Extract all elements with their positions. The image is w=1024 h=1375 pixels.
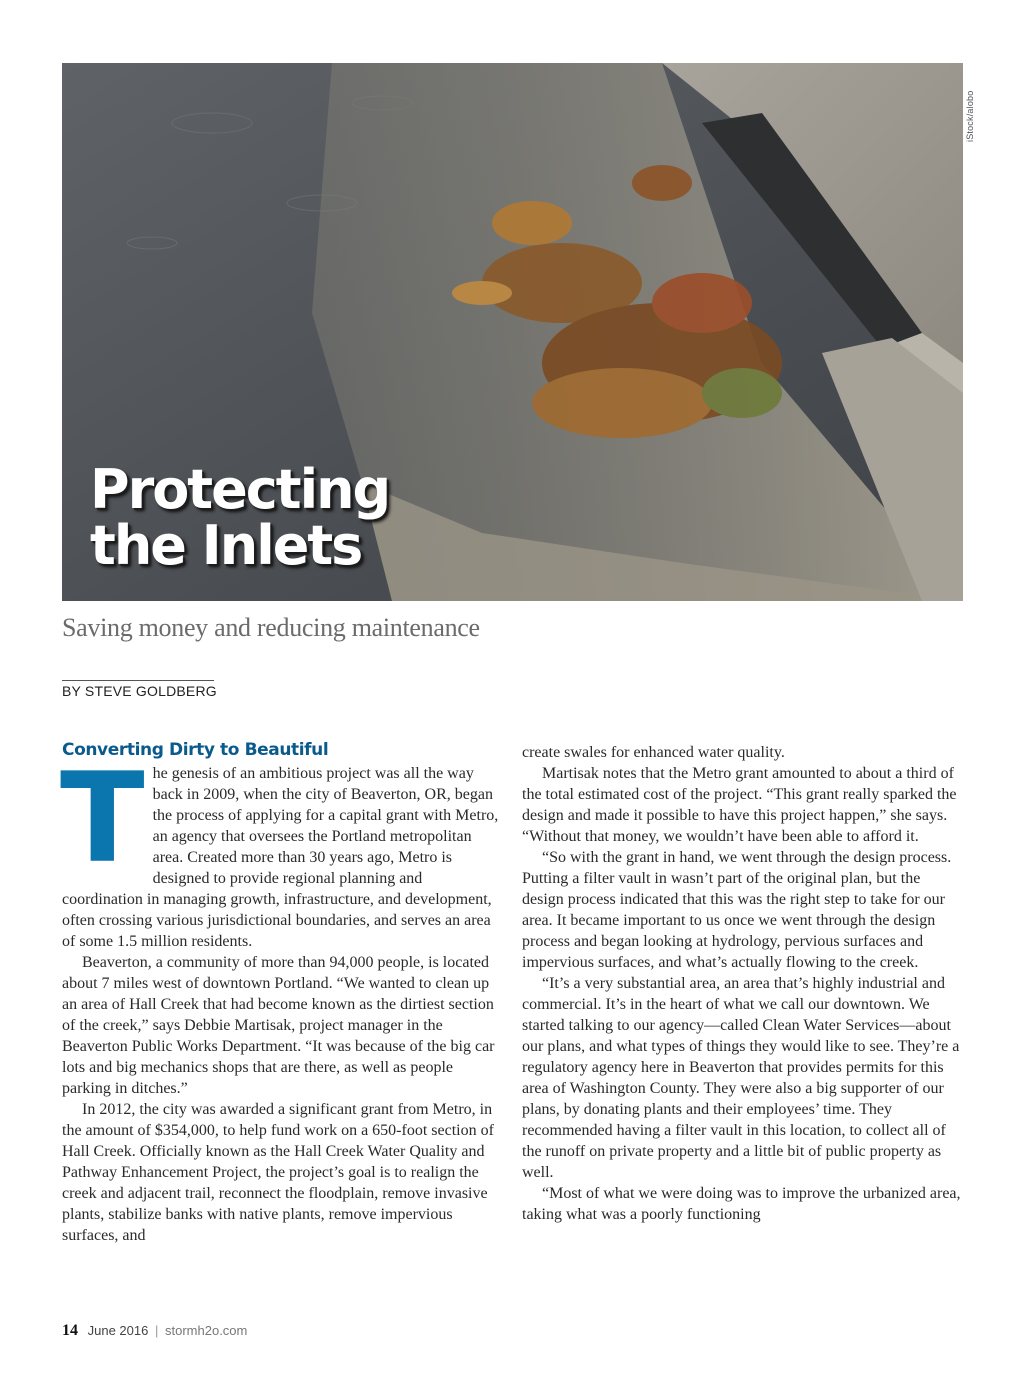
headline-line-2: the Inlets xyxy=(90,514,362,577)
page-number: 14 xyxy=(62,1322,78,1339)
byline-rule xyxy=(62,680,214,681)
photo-credit: iStock/alobo xyxy=(965,90,975,142)
drop-cap: T xyxy=(60,747,145,891)
headline-line-1: Protecting xyxy=(90,458,390,521)
section-heading: Converting Dirty to Beautiful xyxy=(62,740,329,760)
article-headline xyxy=(90,458,390,577)
paragraph: create swales for enhanced water quality. xyxy=(522,744,785,761)
paragraph: Beaverton, a community of more than 94,000 people, is located about 7 miles west of downtown Portland. “We wanted to clean up an area of Hall Creek that had become known as the dirtiest section of the creek,” says Debbie Martisak, project manager in the Beaverton Public Works Department. “It was because of the big car lots and big mechanics shops that are there, as well as people parking in ditches.” xyxy=(62,954,495,1097)
paragraph: Martisak notes that the Metro grant amounted to about a third of the total estimated cost of the project. “This grant really sparked the design and made it possible to have this project happen,” she says. “Without that money, we wouldn’t have been able to afford it. xyxy=(522,765,957,845)
paragraph: In 2012, the city was awarded a significant grant from Metro, in the amount of $354,000, to help fund work on a 650-foot section of Hall Creek. Officially known as the Hall Creek Water Quality and Pathway Enhancement Project, the project’s goal is to realign the creek and adjacent trail, reconnect the floodplain, remove invasive plants, stabilize banks with native plants, remove impervious surfaces, and xyxy=(62,1101,494,1244)
paragraph: “Most of what we were doing was to improve the urbanized area, taking what was a poorly functioning xyxy=(522,1185,961,1223)
footer-separator: | xyxy=(154,1323,159,1338)
site-link[interactable]: stormh2o.com xyxy=(165,1323,248,1338)
paragraph-text: he genesis of an ambitious project was all the way back in 2009, when the city of Beaverton, OR, began the process of applying for a capital grant with Metro, an agency that oversees the Portland metropolitan area. Created more than 30 years ago, Metro is designed to provide regional planning and coordination in managing growth, infrastructure, and development, often crossing various jurisdictional boundaries, and serves an area of some 1.5 million residents. xyxy=(62,765,499,950)
paragraph: “It’s a very substantial area, an area that’s highly industrial and commercial. It’s in the heart of what we call our downtown. We started talking to our agency—called Clean Water Services—about our plans, and what types of things they would like to see. They’re a regulatory agency here in Beaverton that provides permits for this area of Washington County. They were also a big supporter of our plans, by donating plants and their employees’ time. They recommended having a filter vault in this location, to collect all of the runoff on private property and a little bit of public property as well. xyxy=(522,975,960,1181)
paragraph: “So with the grant in hand, we went through the design process. Putting a filter vault in wasn’t part of the original plan, but the design process indicated that this was the right step to take for our area. It became important to us once we went through the design process and began looking at hydrology, pervious surfaces and impervious surfaces, and what’s actually flowing to the creek. xyxy=(522,849,952,971)
issue-date: June 2016 xyxy=(87,1323,149,1338)
page-footer xyxy=(62,1322,247,1340)
right-column xyxy=(522,742,962,1225)
article-subtitle: Saving money and reducing maintenance xyxy=(62,613,480,642)
byline: BY STEVE GOLDBERG xyxy=(62,683,217,699)
